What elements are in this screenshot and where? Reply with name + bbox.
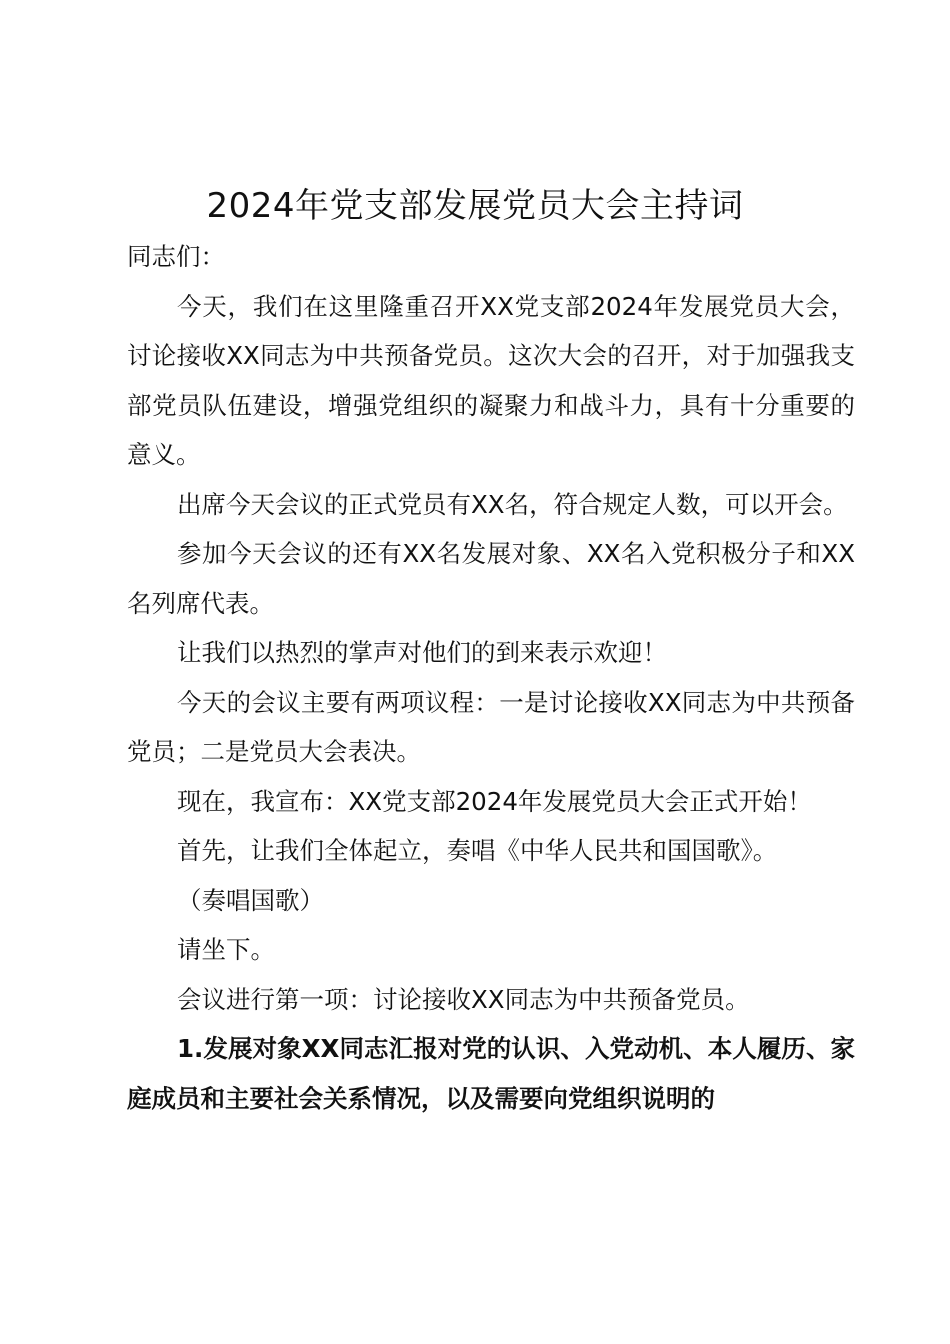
paragraph-item-one: 会议进行第一项：讨论接收XX同志为中共预备党员。 [177, 984, 750, 1014]
salutation: 同志们： [127, 242, 225, 271]
paragraph-agenda: 今天的会议主要有两项议程：一是讨论接收XX同志为中共预备党员；二是党员大会表决。 [127, 687, 855, 766]
paragraph-opening: 今天，我们在这里隆重召开XX党支部2024年发展党员大会，讨论接收XX同志为中共预备党员。这次大会的召开，对于加强我支部党员队伍建设，增强党组织的凝聚力和战斗力，具有十分重要的意义。 [127, 291, 855, 469]
paragraph-announcement: 现在，我宣布：XX党支部2024年发展党员大会正式开始！ [177, 786, 812, 816]
paragraph-anthem-note: （奏唱国歌） [177, 885, 324, 915]
paragraph-guests: 参加今天会议的还有XX名发展对象、XX名入党积极分子和XX名列席代表。 [127, 539, 855, 618]
paragraph-attendance: 出席今天会议的正式党员有XX名，符合规定人数，可以开会。 [177, 489, 848, 519]
paragraph-be-seated: 请坐下。 [177, 935, 275, 964]
paragraph-bold-item: 1.发展对象XX同志汇报对党的认识、入党动机、本人履历、家庭成员和主要社会关系情况，以及需要向党组织说明的 [127, 1034, 855, 1113]
document-title: 2024年党支部发展党员大会主持词 [206, 186, 744, 226]
paragraph-welcome: 让我们以热烈的掌声对他们的到来表示欢迎！ [177, 638, 667, 667]
paragraph-anthem: 首先，让我们全体起立，奏唱《中华人民共和国国歌》。 [177, 836, 778, 865]
document-body [127, 232, 855, 1123]
